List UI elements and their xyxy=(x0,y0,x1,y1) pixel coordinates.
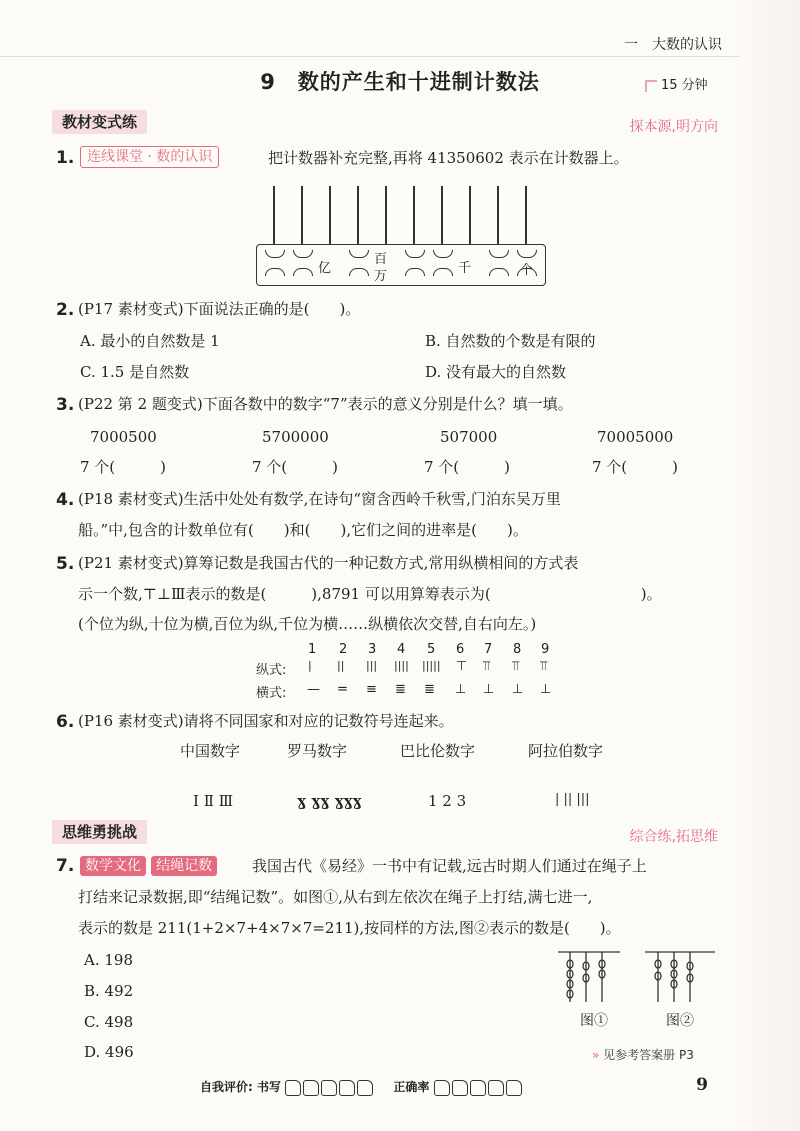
digit-label: 6 xyxy=(456,642,465,657)
q7-tags xyxy=(80,855,217,876)
q7-option-d: D. 496 xyxy=(84,1043,134,1061)
q2-option-a: A. 最小的自然数是 1 xyxy=(80,332,220,350)
q2-option-c: C. 1.5 是自然数 xyxy=(80,363,190,381)
digit-label: 1 xyxy=(308,642,317,657)
horizontal-rod: ≣ xyxy=(395,682,406,697)
q1-tag-label: 连线课堂 · 数的认识 xyxy=(80,146,219,168)
vertical-rod: ⫪ xyxy=(483,659,491,674)
country-babylonian: 巴比伦数字 xyxy=(400,742,476,760)
q1-tag xyxy=(80,146,219,168)
question-number: 4. xyxy=(56,490,75,510)
symbol-arabic: 1 2 3 xyxy=(428,792,467,810)
vertical-rod: ||||| xyxy=(422,659,441,672)
q5-line1: (P21 素材变式)算筹记数是我国古代的一种记数方式,常用纵横相间的方式表 xyxy=(78,554,579,572)
q7-option-c: C. 498 xyxy=(84,1013,134,1031)
place-label-yi: 亿 xyxy=(318,261,332,276)
q7-line1: 我国古代《易经》一书中有记载,远古时期人们通过在绳子上 xyxy=(252,857,647,875)
q7-tag-culture: 数学文化 xyxy=(80,856,146,876)
knot-figure-1 xyxy=(558,952,620,1002)
knot-figures xyxy=(550,942,720,1012)
q3-number: 5700000 xyxy=(262,428,329,446)
section-tag: 探本源,明方向 xyxy=(629,119,718,135)
counter-rod xyxy=(413,186,415,244)
horizontal-rod: ≡ xyxy=(366,682,377,697)
thumb-icon[interactable] xyxy=(303,1080,319,1096)
vertical-rod: | xyxy=(308,659,312,672)
country-arabic: 阿拉伯数字 xyxy=(528,742,604,760)
q7-option-b: B. 492 xyxy=(84,982,134,1000)
q1-text: 把计数器补充完整,再将 41350602 表示在计数器上。 xyxy=(268,149,629,167)
counter-rod xyxy=(497,186,499,244)
thumb-icon[interactable] xyxy=(506,1080,522,1096)
counter-rod xyxy=(273,186,275,244)
knot-figure-2 xyxy=(645,952,715,1002)
thumb-icon[interactable] xyxy=(285,1080,301,1096)
horizontal-rod: ⊥ xyxy=(512,682,524,697)
figure-2-label: 图② xyxy=(666,1013,694,1029)
page-number: 9 xyxy=(696,1075,708,1095)
horizontal-rod: — xyxy=(307,682,320,697)
digit-label: 2 xyxy=(339,642,348,657)
figure-1-label: 图① xyxy=(580,1013,608,1029)
q3-blank: 7 个( ) xyxy=(592,458,679,476)
q4-line2: 船。”中,包含的计数单位有( )和( ),它们之间的进率是( )。 xyxy=(78,521,528,539)
thumb-icon[interactable] xyxy=(339,1080,355,1096)
thumb-icon[interactable] xyxy=(357,1080,373,1096)
place-label-ge: 个 xyxy=(520,263,534,278)
symbol-chinese: | || ||| xyxy=(555,792,590,807)
place-label-qian: 千 xyxy=(458,261,472,276)
q7-tag-knots: 结绳记数 xyxy=(151,856,217,876)
q3-number: 7000500 xyxy=(90,428,157,446)
vertical-rod: ||| xyxy=(366,659,378,672)
page-title: 9 数的产生和十进制计数法 xyxy=(260,70,540,94)
chapter-header: 一 大数的认识 xyxy=(624,37,722,53)
blank-slot xyxy=(265,268,285,276)
q5-line3: (个位为纵,十位为横,百位为纵,千位为横……纵横依次交替,自右向左。) xyxy=(78,615,537,633)
place-label-bai: 百 xyxy=(374,252,388,267)
digit-label: 8 xyxy=(513,642,522,657)
thumb-icon[interactable] xyxy=(452,1080,468,1096)
q2-text: (P17 素材变式)下面说法正确的是( )。 xyxy=(78,300,361,318)
counter-rod xyxy=(301,186,303,244)
horizontal-label: 横式: xyxy=(256,686,287,701)
q3-number: 70005000 xyxy=(597,428,674,446)
q7-line3: 表示的数是 211(1+2×7+4×7×7=211),按同样的方法,图②表示的数是( )。 xyxy=(78,919,621,937)
timer xyxy=(645,74,708,93)
thumb-icon[interactable] xyxy=(434,1080,450,1096)
counting-rods-table xyxy=(256,642,576,702)
question-number: 3. xyxy=(56,395,75,415)
self-eval-label: 自我评价: 书写 xyxy=(200,1080,281,1094)
digit-label: 4 xyxy=(397,642,406,657)
counter-rod xyxy=(469,186,471,244)
header-divider xyxy=(0,56,740,57)
place-label-wan: 万 xyxy=(374,269,388,284)
counter-rod xyxy=(357,186,359,244)
question-number: 6. xyxy=(56,712,75,732)
question-number: 7. xyxy=(56,856,75,876)
symbol-roman: Ⅰ Ⅱ Ⅲ xyxy=(193,792,234,810)
horizontal-rod: = xyxy=(337,682,348,697)
vertical-rod: ⫪ xyxy=(540,659,548,674)
country-chinese: 中国数字 xyxy=(180,742,241,760)
digit-label: 7 xyxy=(484,642,493,657)
answer-reference xyxy=(592,1046,694,1063)
section-label: 教材变式练 xyxy=(52,110,147,134)
q3-text: (P22 第 2 题变式)下面各数中的数字“7”表示的意义分别是什么？填一填。 xyxy=(78,395,573,413)
double-chevron-icon: » xyxy=(592,1048,600,1062)
page-edge-shade xyxy=(730,0,800,1131)
vertical-rod: |||| xyxy=(394,659,409,672)
writing-rating[interactable] xyxy=(285,1080,375,1094)
thumb-icon[interactable] xyxy=(470,1080,486,1096)
thumb-icon[interactable] xyxy=(488,1080,504,1096)
counter-rod xyxy=(525,186,527,244)
q4-line1: (P18 素材变式)生活中处处有数学,在诗句“窗含西岭千秋雪,门泊东吴万里 xyxy=(78,490,561,508)
counter-rod xyxy=(385,186,387,244)
accuracy-label: 正确率 xyxy=(393,1080,430,1094)
counter-rod xyxy=(441,186,443,244)
q2-option-d: D. 没有最大的自然数 xyxy=(425,363,567,381)
answer-reference-text: 见参考答案册 P3 xyxy=(603,1048,694,1062)
question-number: 1. xyxy=(56,148,75,168)
q6-text: (P16 素材变式)请将不同国家和对应的记数符号连起来。 xyxy=(78,712,454,730)
horizontal-rod: ≣ xyxy=(424,682,435,697)
question-number: 5. xyxy=(56,554,75,574)
q3-blank: 7 个( ) xyxy=(252,458,339,476)
q7-option-a: A. 198 xyxy=(84,951,133,969)
horizontal-rod: ⊥ xyxy=(455,682,467,697)
digit-label: 9 xyxy=(541,642,550,657)
vertical-rod: || xyxy=(337,659,345,672)
thumb-icon[interactable] xyxy=(321,1080,337,1096)
self-eval xyxy=(200,1078,524,1096)
q2-option-b: B. 自然数的个数是有限的 xyxy=(425,332,596,350)
q3-number: 507000 xyxy=(440,428,498,446)
accuracy-rating[interactable] xyxy=(434,1080,524,1094)
symbol-babylonian: ɣ ɣɣ ɣɣɣ xyxy=(297,792,362,810)
horizontal-rod: ⊥ xyxy=(483,682,495,697)
digit-label: 5 xyxy=(427,642,436,657)
q3-blank: 7 个( ) xyxy=(424,458,511,476)
blank-slot xyxy=(433,268,453,276)
counter-rod xyxy=(329,186,331,244)
horizontal-rod: ⊥ xyxy=(540,682,552,697)
q7-line2: 打结来记录数据,即“结绳记数”。如图①,从右到左依次在绳子上打结,满七进一, xyxy=(78,888,593,906)
q5-line2: 示一个数,⊤⊥Ⅲ表示的数是( ),8791 可以用算筹表示为( )。 xyxy=(78,585,662,603)
country-roman: 罗马数字 xyxy=(287,742,348,760)
timer-label: 15 分钟 xyxy=(661,78,708,93)
blank-slot xyxy=(349,268,369,276)
section-tag: 综合练,拓思维 xyxy=(629,829,718,845)
q3-blank: 7 个( ) xyxy=(80,458,167,476)
vertical-rod: ⫪ xyxy=(512,659,520,674)
blank-slot xyxy=(405,268,425,276)
clock-icon xyxy=(645,80,657,92)
vertical-label: 纵式: xyxy=(256,663,287,678)
blank-slot xyxy=(489,268,509,276)
digit-label: 3 xyxy=(368,642,377,657)
blank-slot xyxy=(293,268,313,276)
section-label: 思维勇挑战 xyxy=(52,820,147,844)
vertical-rod: ⊤ xyxy=(456,659,468,674)
question-number: 2. xyxy=(56,300,75,320)
